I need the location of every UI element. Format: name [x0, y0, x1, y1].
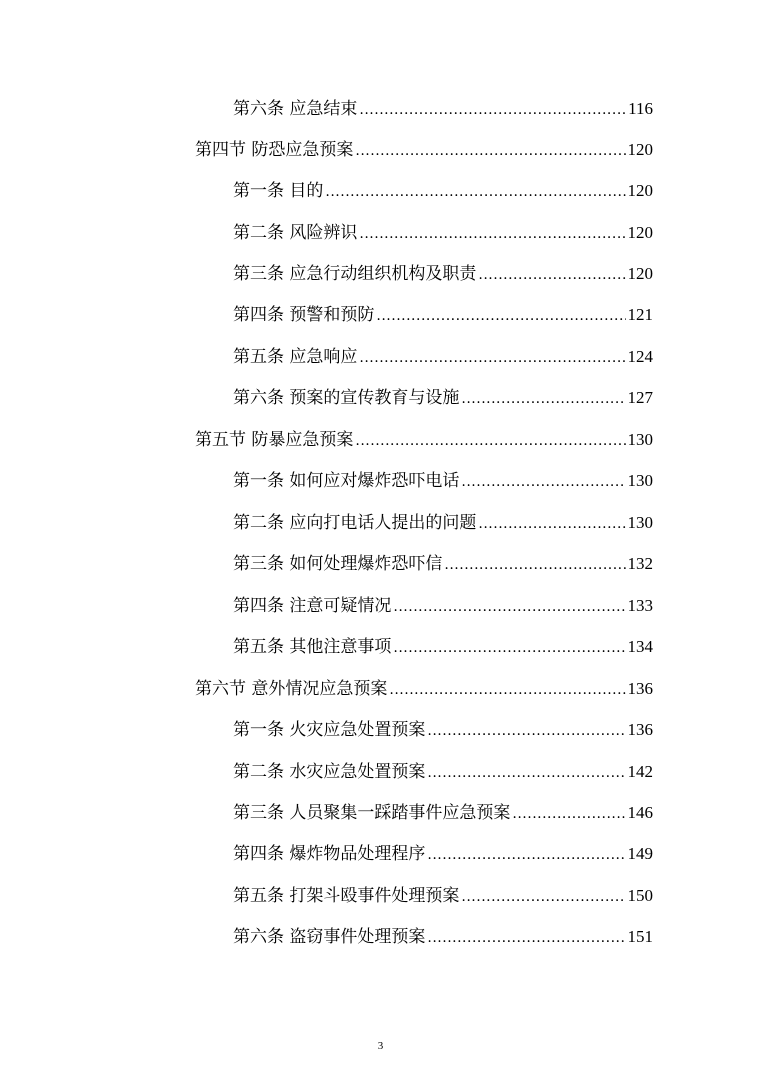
toc-entry — [233, 262, 653, 286]
toc-entry-title: 第四节 防恐应急预案 — [195, 140, 354, 160]
toc-entry-page: 133 — [627, 596, 653, 615]
toc-section-entry — [195, 428, 653, 452]
toc-leader-dots — [355, 429, 625, 453]
toc-entry — [233, 97, 653, 121]
toc-entry — [233, 386, 653, 410]
toc-entry-title: 第六节 意外情况应急预案 — [195, 679, 388, 699]
toc-section-entry — [195, 677, 653, 701]
toc-entry — [233, 760, 653, 784]
toc-entry — [233, 635, 653, 659]
toc-entry-page: 130 — [627, 471, 653, 490]
toc-entry-title: 第三条 应急行动组织机构及职责 — [233, 264, 477, 284]
toc-entry-title: 第六条 预案的宣传教育与设施 — [233, 388, 460, 408]
toc-entry-page: 149 — [627, 844, 653, 863]
toc-leader-dots — [427, 761, 625, 785]
toc-entry-title: 第三条 人员聚集一踩踏事件应急预案 — [233, 803, 511, 823]
toc-leader-dots — [393, 595, 625, 619]
toc-entry — [233, 303, 653, 327]
toc-entry-page: 127 — [627, 388, 653, 407]
toc-entry-page: 150 — [627, 886, 653, 905]
toc-leader-dots — [359, 98, 626, 122]
toc-entry-page: 121 — [627, 305, 653, 324]
toc-entry-page: 116 — [628, 99, 653, 118]
toc-leader-dots — [393, 636, 625, 660]
toc-entry-title: 第六条 盗窃事件处理预案 — [233, 927, 426, 947]
toc-entry — [233, 842, 653, 866]
toc-entry — [233, 925, 653, 949]
toc-leader-dots — [461, 470, 625, 494]
toc-entry — [233, 552, 653, 576]
toc-entry-title: 第五条 打架斗殴事件处理预案 — [233, 886, 460, 906]
toc-entry-title: 第一条 火灾应急处置预案 — [233, 720, 426, 740]
toc-leader-dots — [355, 139, 625, 163]
toc-leader-dots — [427, 843, 625, 867]
toc-entry-title: 第一条 目的 — [233, 181, 324, 201]
toc-leader-dots — [427, 926, 625, 950]
toc-entry — [233, 179, 653, 203]
toc-leader-dots — [389, 678, 625, 702]
toc-entry-title: 第五条 其他注意事项 — [233, 637, 392, 657]
toc-entry-title: 第二条 风险辨识 — [233, 223, 358, 243]
toc-entry — [233, 469, 653, 493]
toc-entry-page: 120 — [627, 223, 653, 242]
toc-entry-page: 151 — [627, 927, 653, 946]
toc-leader-dots — [359, 222, 625, 246]
toc-entry — [233, 511, 653, 535]
toc-entry-title: 第四条 爆炸物品处理程序 — [233, 844, 426, 864]
toc-leader-dots — [512, 802, 625, 826]
toc-leader-dots — [478, 512, 625, 536]
toc-entry-page: 136 — [627, 679, 653, 698]
toc-entry-page: 120 — [627, 181, 653, 200]
toc-entry-page: 130 — [627, 513, 653, 532]
toc-entry — [233, 594, 653, 618]
toc-entry-page: 124 — [627, 347, 653, 366]
toc-entry-title: 第六条 应急结束 — [233, 99, 358, 119]
toc-entry — [233, 801, 653, 825]
toc-entry — [233, 221, 653, 245]
toc-entry — [233, 718, 653, 742]
toc-entry — [233, 345, 653, 369]
toc-leader-dots — [427, 719, 625, 743]
toc-entry-page: 120 — [627, 140, 653, 159]
toc-leader-dots — [376, 304, 625, 328]
toc-entry-page: 134 — [627, 637, 653, 656]
toc-entry-title: 第五条 应急响应 — [233, 347, 358, 367]
toc-leader-dots — [478, 263, 625, 287]
toc-entry-page: 132 — [627, 554, 653, 573]
toc-entry-page: 120 — [627, 264, 653, 283]
toc-entry-title: 第一条 如何应对爆炸恐吓电话 — [233, 471, 460, 491]
toc-entry-page: 136 — [627, 720, 653, 739]
toc-entry-title: 第二条 水灾应急处置预案 — [233, 762, 426, 782]
toc-leader-dots — [461, 885, 625, 909]
toc-entry-title: 第四条 预警和预防 — [233, 305, 375, 325]
toc-leader-dots — [444, 553, 625, 577]
toc-entry-title: 第五节 防暴应急预案 — [195, 430, 354, 450]
toc-leader-dots — [325, 180, 625, 204]
toc-entry-title: 第四条 注意可疑情况 — [233, 596, 392, 616]
toc-entry-title: 第二条 应向打电话人提出的问题 — [233, 513, 477, 533]
toc-entry-page: 130 — [627, 430, 653, 449]
toc-section-entry — [195, 138, 653, 162]
toc-leader-dots — [359, 346, 625, 370]
toc-entry-title: 第三条 如何处理爆炸恐吓信 — [233, 554, 443, 574]
toc-entry-page: 142 — [627, 762, 653, 781]
toc-entry-page: 146 — [627, 803, 653, 822]
toc-leader-dots — [461, 387, 625, 411]
toc-entry — [233, 884, 653, 908]
page-number: 3 — [377, 1040, 384, 1052]
